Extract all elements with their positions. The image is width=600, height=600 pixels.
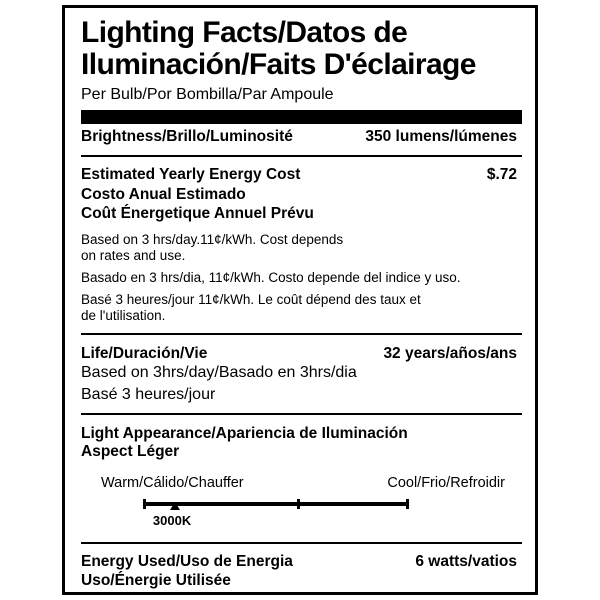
energy-cost-note-fr-1: Basé 3 heures/jour 11¢/kWh. Le coût dépend des taux et bbox=[81, 292, 421, 307]
divider-2 bbox=[81, 333, 522, 335]
appearance-label-1: Light Appearance/Apariencia de Iluminación bbox=[81, 425, 408, 442]
appearance-cool-label: Cool/Frio/Refroidir bbox=[387, 475, 505, 491]
energy-cost-label-es: Costo Anual Estimado bbox=[81, 186, 246, 203]
energy-cost-value: $.72 bbox=[486, 166, 517, 183]
label-title-line2: Iluminación/Faits D'éclairage bbox=[81, 48, 476, 81]
color-temperature-marker bbox=[170, 502, 180, 510]
energy-used-label-1: Energy Used/Uso de Energia bbox=[81, 553, 293, 570]
header-divider bbox=[81, 110, 522, 124]
life-label: Life/Duración/Vie bbox=[81, 345, 208, 362]
energy-used-value: 6 watts/vatios bbox=[415, 553, 517, 570]
appearance-warm-label: Warm/Cálido/Chauffer bbox=[101, 475, 244, 491]
lighting-facts-label bbox=[62, 5, 538, 595]
scale-tick-right bbox=[406, 499, 409, 509]
scale-tick-middle bbox=[297, 499, 300, 509]
energy-cost-note-fr-2: de l'utilisation. bbox=[81, 308, 166, 323]
energy-cost-note-en-2: on rates and use. bbox=[81, 248, 186, 263]
energy-cost-label: Estimated Yearly Energy Cost bbox=[81, 166, 301, 183]
energy-cost-note-es: Basado en 3 hrs/dia, 11¢/kWh. Costo depende del indice y uso. bbox=[81, 270, 461, 285]
color-temperature-value: 3000K bbox=[152, 513, 192, 528]
brightness-label: Brightness/Brillo/Luminosité bbox=[81, 128, 293, 145]
scale-tick-left bbox=[143, 499, 146, 509]
life-value: 32 years/años/ans bbox=[383, 345, 517, 362]
energy-used-label-2: Uso/Énergie Utilisée bbox=[81, 572, 231, 589]
divider-4 bbox=[81, 542, 522, 544]
energy-cost-note-en-1: Based on 3 hrs/day.11¢/kWh. Cost depends bbox=[81, 232, 344, 247]
label-subtitle: Per Bulb/Por Bombilla/Par Ampoule bbox=[81, 86, 334, 103]
energy-cost-label-fr: Coût Énergetique Annuel Prévu bbox=[81, 205, 314, 222]
life-basis-1: Based on 3hrs/day/Basado en 3hrs/dia bbox=[81, 364, 357, 381]
life-basis-2: Basé 3 heures/jour bbox=[81, 386, 216, 403]
divider-1 bbox=[81, 155, 522, 157]
color-temperature-scale bbox=[143, 502, 409, 506]
divider-3 bbox=[81, 413, 522, 415]
label-title-line1: Lighting Facts/Datos de bbox=[81, 16, 408, 49]
appearance-label-2: Aspect Léger bbox=[81, 443, 180, 460]
brightness-value: 350 lumens/lúmenes bbox=[365, 128, 517, 145]
